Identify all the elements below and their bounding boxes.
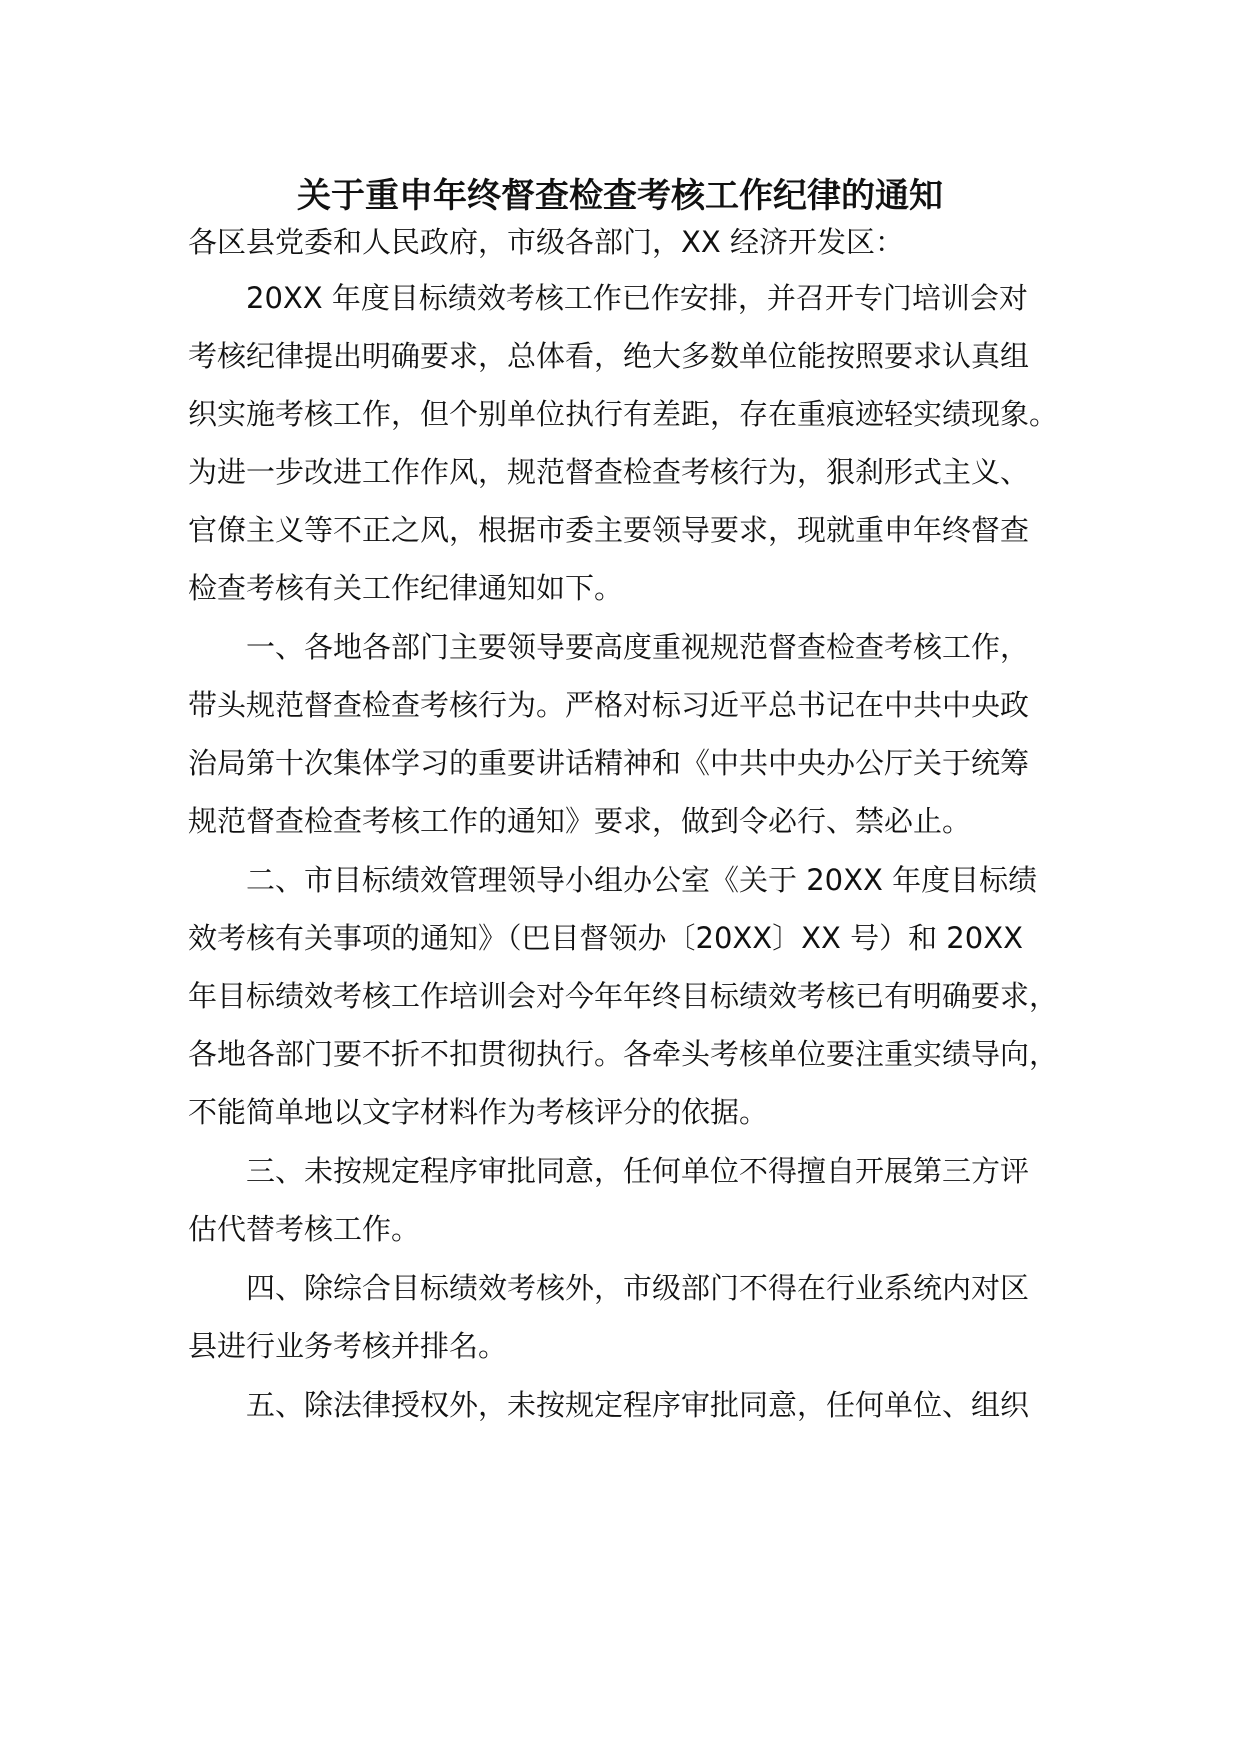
paragraph-line: 规范督查检查考核工作的通知》要求，做到令必行、禁必止。 bbox=[188, 804, 972, 838]
document-title: 关于重申年终督查检查考核工作纪律的通知 bbox=[297, 176, 943, 216]
paragraph-line: 五、除法律授权外，未按规定程序审批同意，任何单位、组织 bbox=[246, 1388, 1030, 1422]
paragraph-line: 不能简单地以文字材料作为考核评分的依据。 bbox=[188, 1095, 769, 1129]
paragraph-line: 织实施考核工作，但个别单位执行有差距，存在重痕迹轻实绩现象。 bbox=[188, 397, 1059, 431]
paragraph-line: 带头规范督查检查考核行为。严格对标习近平总书记在中共中央政 bbox=[188, 688, 1030, 722]
paragraph-line: 年目标绩效考核工作培训会对今年年终目标绩效考核已有明确要求， bbox=[188, 979, 1059, 1013]
paragraph-line: 治局第十次集体学习的重要讲话精神和《中共中央办公厅关于统筹 bbox=[188, 746, 1030, 780]
paragraph-line: 20XX 年度目标绩效考核工作已作安排，并召开专门培训会对 bbox=[246, 281, 1028, 315]
paragraph-line: 县进行业务考核并排名。 bbox=[188, 1329, 508, 1363]
paragraph-line: 估代替考核工作。 bbox=[188, 1212, 421, 1246]
paragraph-line: 效考核有关事项的通知》（巴目督领办〔20XX〕XX 号）和 20XX bbox=[188, 921, 1023, 955]
paragraph-line: 官僚主义等不正之风，根据市委主要领导要求，现就重申年终督查 bbox=[188, 513, 1030, 547]
paragraph-line: 各地各部门要不折不扣贯彻执行。各牵头考核单位要注重实绩导向， bbox=[188, 1037, 1059, 1071]
paragraph-line: 四、除综合目标绩效考核外，市级部门不得在行业系统内对区 bbox=[246, 1271, 1030, 1305]
paragraph-line: 为进一步改进工作作风，规范督查检查考核行为，狠刹形式主义、 bbox=[188, 455, 1030, 489]
paragraph-line: 二、市目标绩效管理领导小组办公室《关于 20XX 年度目标绩 bbox=[246, 863, 1038, 897]
paragraph-line: 一、各地各部门主要领导要高度重视规范督查检查考核工作， bbox=[246, 630, 1030, 664]
paragraph-line: 检查考核有关工作纪律通知如下。 bbox=[188, 571, 624, 605]
paragraph-line: 考核纪律提出明确要求，总体看，绝大多数单位能按照要求认真组 bbox=[188, 339, 1030, 373]
salutation: 各区县党委和人民政府，市级各部门，XX 经济开发区： bbox=[188, 225, 904, 259]
paragraph-line: 三、未按规定程序审批同意，任何单位不得擅自开展第三方评 bbox=[246, 1154, 1030, 1188]
